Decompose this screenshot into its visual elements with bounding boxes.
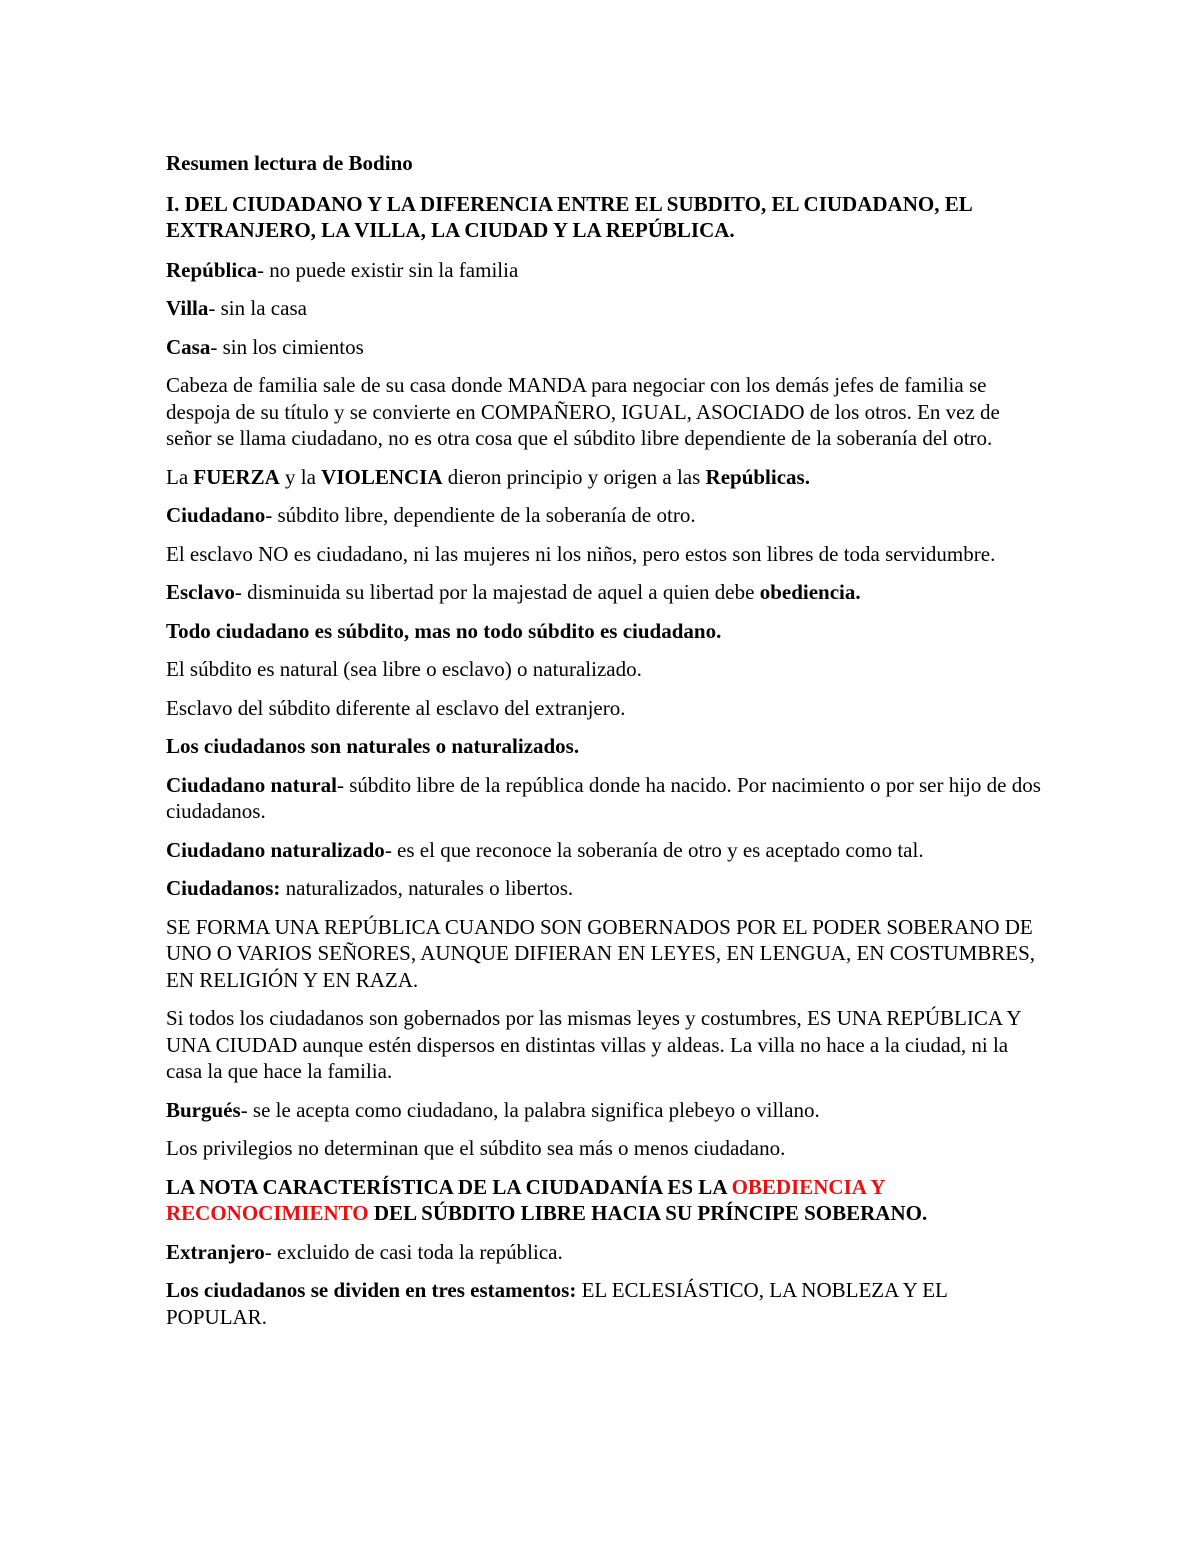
section-heading: I. DEL CIUDADANO Y LA DIFERENCIA ENTRE EL SUBDITO, EL CIUDADANO, EL EXTRANJERO, LA VILLA, LA CIUDAD Y LA REPÚBLICA. [166, 191, 972, 242]
document-page [166, 150, 1046, 1342]
paragraph-privilegios: Los privilegios no determinan que el súbdito sea más o menos ciudadano. [166, 1136, 786, 1160]
paragraph-ciudadano-natural: Ciudadano natural- súbdito libre de la república donde ha nacido. Por nacimiento o por ser hijo de dos ciudadanos. [166, 772, 1041, 823]
highlight-red: OBEDIENCIA Y RECONOCIMIENTO [166, 1174, 885, 1225]
document-title: Resumen lectura de Bodino [166, 151, 413, 175]
paragraph-subdito-natural: El súbdito es natural (sea libre o esclavo) o naturalizado. [166, 657, 642, 681]
paragraph-si-todos-los-ciudadanos: Si todos los ciudadanos son gobernados por las mismas leyes y costumbres, ES UNA REPÚBLICA Y UNA CIUDAD aunque estén dispersos en distintas villas y aldeas. La villa no hace a la ciudad, ni la casa la que hace la familia. [166, 1006, 1021, 1083]
paragraph-burgues: Burgués- se le acepta como ciudadano, la palabra significa plebeyo o villano. [166, 1097, 820, 1122]
paragraph-casa: Casa- sin los cimientos [166, 334, 364, 359]
paragraph-se-forma-republica: SE FORMA UNA REPÚBLICA CUANDO SON GOBERNADOS POR EL PODER SOBERANO DE UNO O VARIOS SEÑORES, AUNQUE DIFIERAN EN LEYES, EN LENGUA, EN COSTUMBRES, EN RELIGIÓN Y EN RAZA. [166, 914, 1036, 992]
paragraph-estamentos: Los ciudadanos se dividen en tres estamentos: EL ECLESIÁSTICO, LA NOBLEZA Y EL POPULAR. [166, 1278, 948, 1329]
paragraph-nota-caracteristica: LA NOTA CARACTERÍSTICA DE LA CIUDADANÍA ES LA OBEDIENCIA Y RECONOCIMIENTO DEL SÚBDITO LIBRE HACIA SU PRÍNCIPE SOBERANO. [166, 1174, 928, 1225]
paragraph-todo-ciudadano: Todo ciudadano es súbdito, mas no todo súbdito es ciudadano. [166, 618, 722, 643]
paragraph-fuerza-violencia: La FUERZA y la VIOLENCIA dieron principio y origen a las Repúblicas. [166, 464, 810, 489]
paragraph-republica: República- no puede existir sin la familia [166, 257, 519, 282]
paragraph-villa: Villa- sin la casa [166, 296, 307, 320]
paragraph-ciudadanos: Ciudadanos: naturalizados, naturales o libertos. [166, 876, 574, 900]
paragraph-esclavo: Esclavo- disminuida su libertad por la majestad de aquel a quien debe obediencia. [166, 580, 861, 604]
paragraph-esclavo-del-subdito: Esclavo del súbdito diferente al esclavo del extranjero. [166, 695, 626, 720]
paragraph-ciudadano: Ciudadano- súbdito libre, dependiente de la soberanía de otro. [166, 503, 696, 527]
paragraph-ciudadanos-naturales: Los ciudadanos son naturales o naturalizados. [166, 734, 580, 758]
paragraph-extranjero: Extranjero- excluido de casi toda la república. [166, 1239, 563, 1264]
paragraph-ciudadano-naturalizado: Ciudadano naturalizado- es el que reconoce la soberanía de otro y es aceptado como tal. [166, 837, 924, 862]
paragraph-esclavo-no-ciudadano: El esclavo NO es ciudadano, ni las mujeres ni los niños, pero estos son libres de toda servidumbre. [166, 541, 996, 566]
paragraph-cabeza-de-familia: Cabeza de familia sale de su casa donde MANDA para negociar con los demás jefes de familia se despoja de su título y se convierte en COMPAÑERO, IGUAL, ASOCIADO de los otros. En vez de señor se llama ciudadano, no es otra cosa que el súbdito libre dependiente de la soberanía del otro. [166, 373, 1000, 450]
